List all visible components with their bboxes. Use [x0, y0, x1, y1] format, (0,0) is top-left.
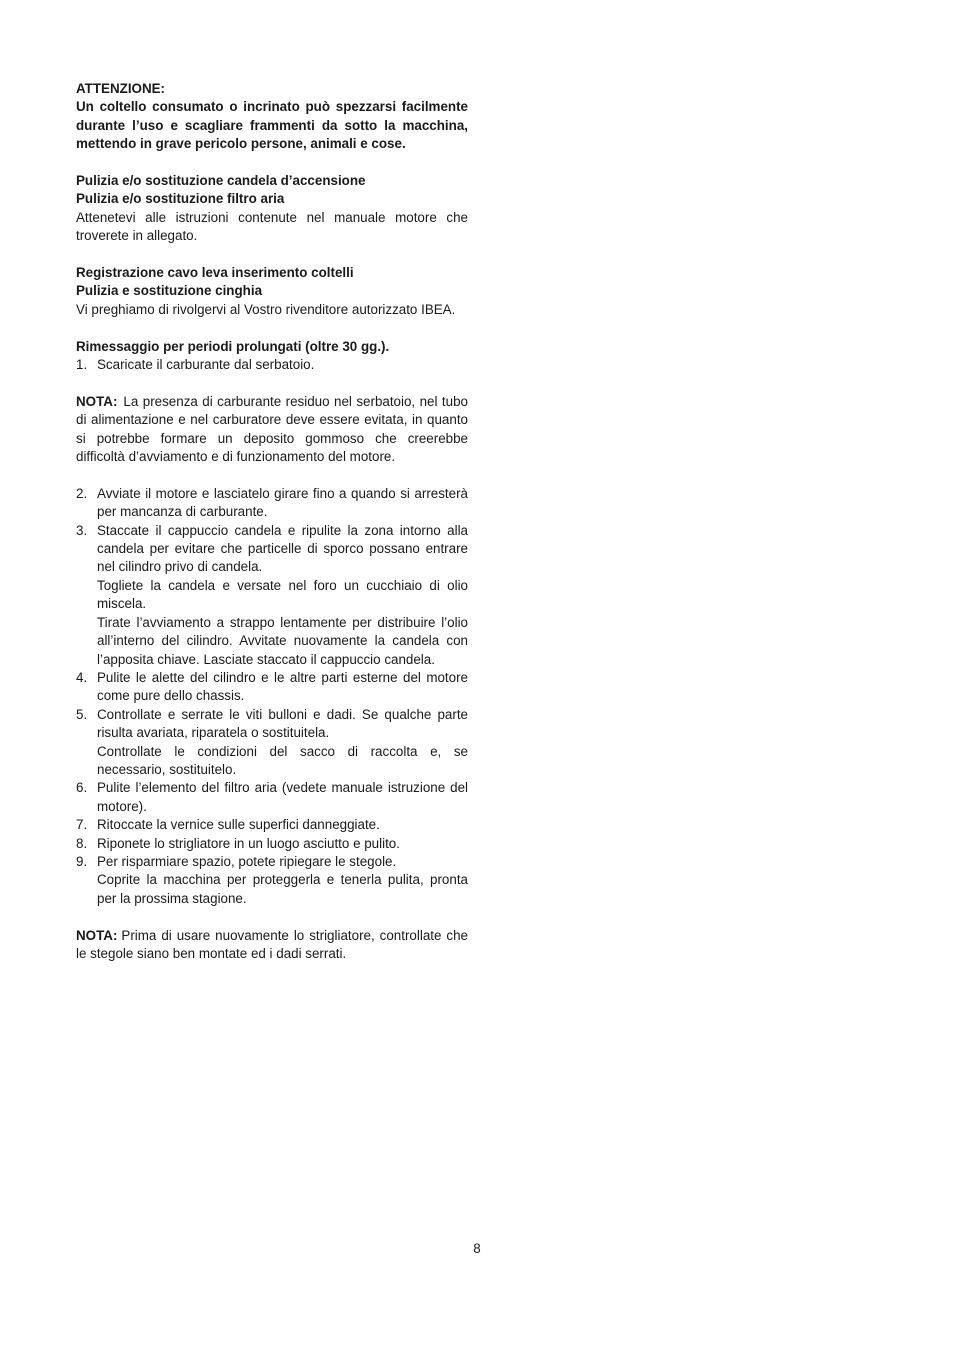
list-item [76, 779, 468, 816]
step-text [97, 522, 468, 669]
note-2 [76, 927, 468, 964]
page-number: 8 [473, 1241, 481, 1256]
step-number: 1. [76, 357, 88, 373]
list-item [76, 485, 468, 522]
spacer [76, 154, 468, 172]
step-text [97, 853, 468, 908]
step-number: 9. [76, 853, 88, 869]
cable-heading: Registrazione cavo leva inserimento coltelli [76, 265, 354, 281]
text-column [76, 80, 468, 963]
note-1 [76, 393, 468, 467]
step-paragraph: Controllate e serrate le viti bulloni e dadi. Se qualche parte risulta avariata, riparatela o sostituitela. [97, 706, 468, 741]
storage-step-1-list [76, 356, 468, 374]
step-paragraph: Togliete la candela e versate nel foro un cucchiaio di olio miscela. [97, 577, 468, 612]
step-text: Scaricate il carburante dal serbatoio. [97, 357, 315, 373]
note-text: La presenza di carburante residuo nel serbatoio, nel tubo di alimentazione e nel carburatore deve essere evitata, in quanto si potrebbe formare un deposito gommoso che creerebbe difficoltà d’avviamento e di funzionamento del motore. [76, 393, 468, 465]
storage-heading: Rimessaggio per periodi prolungati (oltre 30 gg.). [76, 338, 390, 354]
step-paragraph: Controllate le condizioni del sacco di raccolta e, se necessario, sostituitelo. [97, 743, 468, 777]
step-text [97, 669, 468, 706]
list-item [76, 356, 468, 374]
step-number: 8. [76, 835, 88, 851]
step-text [97, 706, 468, 780]
step-paragraph: Pulite l’elemento del filtro aria (vedete manuale istruzione del motore). [97, 780, 468, 814]
step-text [97, 779, 468, 816]
spacer [76, 319, 468, 337]
step-text [97, 816, 468, 834]
spacer [76, 466, 468, 484]
cable-text: Vi preghiamo di rivolgervi al Vostro rivenditore autorizzato IBEA. [76, 301, 456, 317]
note-label: NOTA: [76, 393, 118, 409]
spark-plug-heading: Pulizia e/o sostituzione candela d’accensione [76, 173, 366, 189]
list-item [76, 706, 468, 780]
step-number: 2. [76, 485, 88, 501]
step-paragraph: Staccate il cappuccio candela e ripulite la zona intorno alla candela per evitare che particelle di sporco possano entrare nel cilindro privo di candela. [97, 522, 468, 575]
list-item [76, 669, 468, 706]
step-paragraph: Pulite le alette del cilindro e le altre parti esterne del motore come pure dello chassis. [97, 669, 468, 704]
step-paragraph: Coprite la macchina per proteggerla e tenerla pulita, pronta per la prossima stagione. [97, 872, 468, 906]
list-item [76, 816, 468, 834]
step-text [97, 835, 468, 853]
note-label: NOTA: [76, 927, 118, 943]
step-paragraph: Riponete lo strigliatore in un luogo asciutto e pulito. [97, 835, 400, 851]
list-item [76, 522, 468, 669]
step-paragraph: Avviate il motore e lasciatelo girare fino a quando si arresterà per mancanza di carburante. [97, 485, 468, 520]
belt-heading: Pulizia e sostituzione cinghia [76, 283, 263, 299]
note-text: Prima di usare nuovamente lo strigliatore, controllate che le stegole siano ben montate ed i dadi serrati. [76, 927, 468, 961]
step-number: 7. [76, 817, 88, 833]
spark-plug-text: Attenetevi alle istruzioni contenute nel manuale motore che troverete in allegato. [76, 209, 468, 244]
step-number: 4. [76, 669, 88, 685]
list-item [76, 835, 468, 853]
step-number: 6. [76, 780, 88, 796]
spacer [76, 246, 468, 264]
step-paragraph: Tirate l’avviamento a strappo lentamente per distribuire l’olio all’interno del cilindro. Avvitate nuovamente la candela con l’apposita chiave. Lasciate staccato il cappuccio candela. [97, 614, 468, 667]
air-filter-heading: Pulizia e/o sostituzione filtro aria [76, 191, 285, 207]
warning-text: Un coltello consumato o incrinato può spezzarsi facilmente durante l’uso e scagliare frammenti da sotto la macchina, mettendo in grave pericolo persone, animali e cose. [76, 99, 468, 152]
spacer [76, 908, 468, 926]
step-text [97, 485, 468, 522]
warning-title: ATTENZIONE: [76, 81, 166, 96]
step-number: 3. [76, 522, 88, 538]
step-paragraph: Per risparmiare spazio, potete ripiegare le stegole. [97, 853, 397, 869]
step-paragraph: Ritoccate la vernice sulle superfici danneggiate. [97, 817, 380, 833]
spacer [76, 374, 468, 392]
step-number: 5. [76, 706, 88, 722]
list-item [76, 853, 468, 908]
storage-steps-list [76, 485, 468, 908]
